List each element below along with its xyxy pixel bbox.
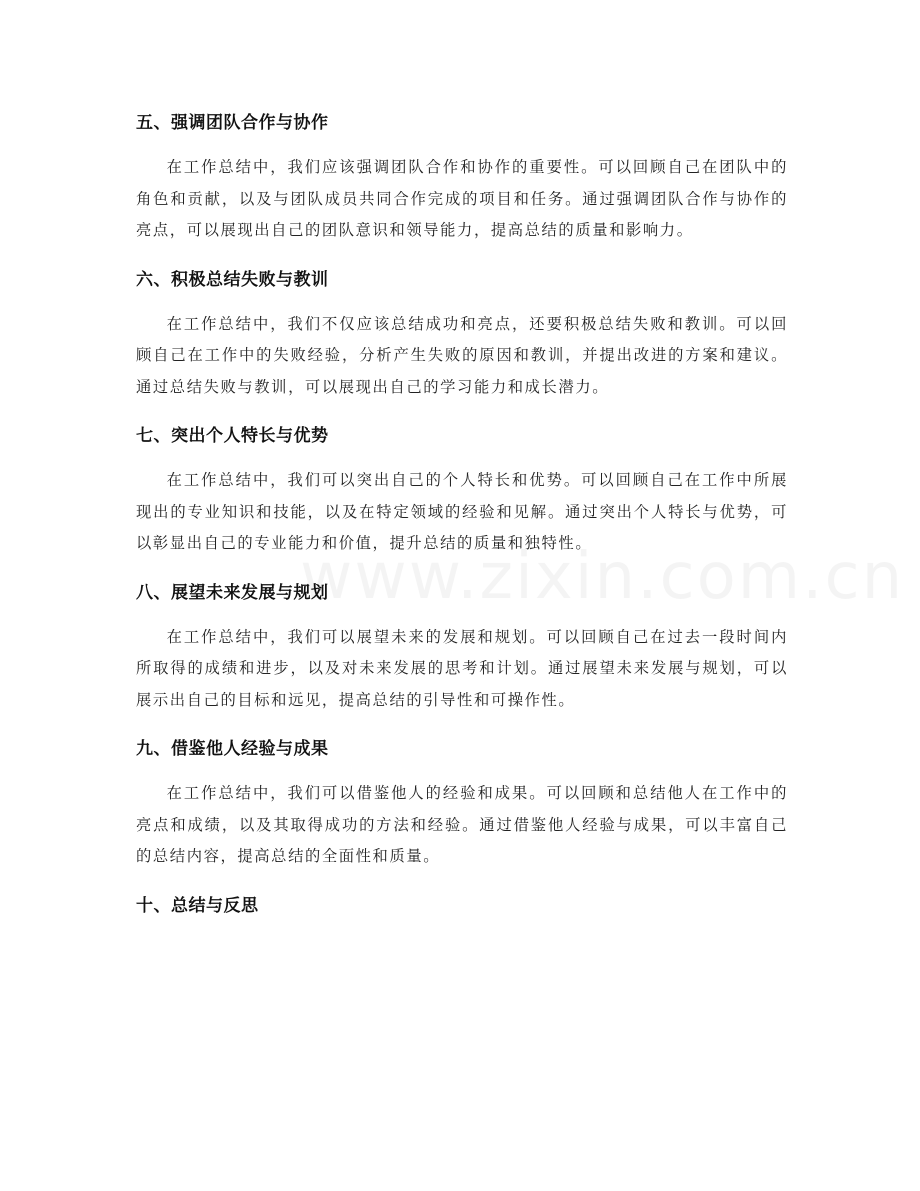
- section-6: [136, 261, 788, 404]
- section-paragraph: 在工作总结中，我们可以突出自己的个人特长和优势。可以回顾自己在工作中所展现出的专业知识和技能，以及在特定领域的经验和见解。通过突出个人特长与优势，可以彰显出自己的专业能力和价值，提升总结的质量和独特性。: [136, 471, 788, 552]
- section-5: [136, 104, 788, 247]
- section-10: [136, 887, 788, 925]
- section-paragraph: 在工作总结中，我们可以借鉴他人的经验和成果。可以回顾和总结他人在工作中的亮点和成绩，以及其取得成功的方法和经验。通过借鉴他人经验与成果，可以丰富自己的总结内容，提高总结的全面性和质量。: [136, 784, 788, 865]
- document-page: [136, 104, 788, 935]
- section-heading: 六、积极总结失败与教训: [136, 269, 329, 290]
- section-heading: 十、总结与反思: [136, 895, 259, 916]
- section-heading: 八、展望未来发展与规划: [136, 582, 329, 603]
- section-paragraph: 在工作总结中，我们不仅应该总结成功和亮点，还要积极总结失败和教训。可以回顾自己在工作中的失败经验，分析产生失败的原因和教训，并提出改进的方案和建议。通过总结失败与教训，可以展现出自己的学习能力和成长潜力。: [136, 314, 788, 396]
- section-paragraph: 在工作总结中，我们可以展望未来的发展和规划。可以回顾自己在过去一段时间内所取得的成绩和进步，以及对未来发展的思考和计划。通过展望未来发展与规划，可以展示出自己的目标和远见，提高总结的引导性和可操作性。: [136, 627, 788, 709]
- section-8: [136, 574, 788, 717]
- section-heading: 五、强调团队合作与协作: [136, 113, 329, 133]
- section-heading: 七、突出个人特长与优势: [136, 426, 329, 446]
- section-9: [136, 730, 788, 873]
- section-heading: 九、借鉴他人经验与成果: [136, 739, 329, 759]
- section-7: [136, 417, 788, 560]
- section-paragraph: 在工作总结中，我们应该强调团队合作和协作的重要性。可以回顾自己在团队中的角色和贡献，以及与团队成员共同合作完成的项目和任务。通过强调团队合作与协作的亮点，可以展现出自己的团队意识和领导能力，提高总结的质量和影响力。: [136, 158, 788, 239]
